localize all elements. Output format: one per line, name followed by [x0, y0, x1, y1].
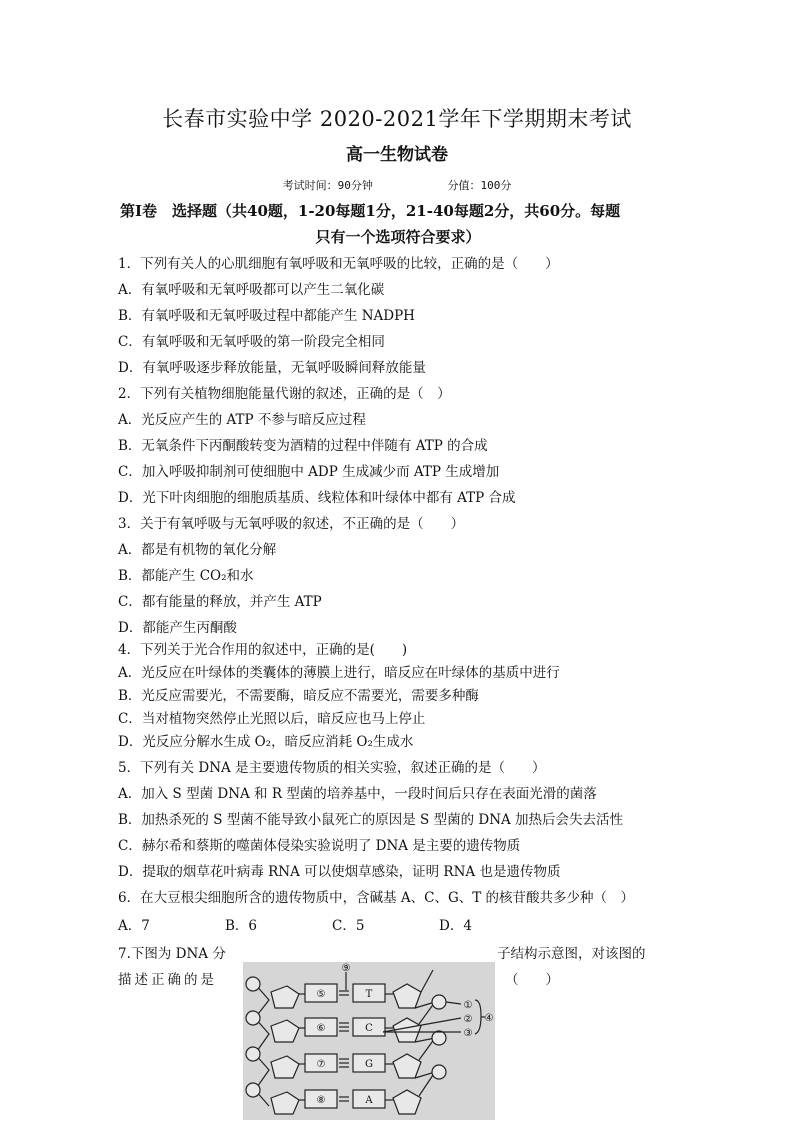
dna-structure-diagram [243, 962, 495, 1120]
question-line: D．光反应分解水生成 O₂，暗反应消耗 O₂生成水 [118, 734, 414, 750]
question-line: A．加入 S 型菌 DNA 和 R 型菌的培养基中，一段时间后只存在表面光滑的菌落 [118, 786, 597, 802]
q7-text-part4: （ ） [505, 972, 559, 988]
question-line: A．光反应在叶绿体的类囊体的薄膜上进行，暗反应在叶绿体的基质中进行 [118, 665, 560, 681]
dna-base-label: T [365, 989, 373, 1000]
question-line: D．提取的烟草花叶病毒 RNA 可以使烟草感染，证明 RNA 也是遗传物质 [118, 864, 561, 880]
section-heading [120, 198, 676, 250]
section-heading-line2: 只有一个选项符合要求） [315, 228, 481, 246]
exam-meta [0, 177, 794, 193]
question-line: C．都有能量的释放，并产生 ATP [118, 594, 322, 610]
question-line: B．有氧呼吸和无氧呼吸过程中都能产生 NADPH [118, 308, 415, 324]
q6-option: C．5 [332, 918, 365, 934]
dna-top-label: ⑨ [341, 963, 351, 974]
question-line: D．有氧呼吸逐步释放能量，无氧呼吸瞬间释放能量 [118, 360, 426, 376]
question-line: 1．下列有关人的心肌细胞有氧呼吸和无氧呼吸的比较，正确的是（ ） [118, 256, 559, 272]
dna-left-num: ⑤ [316, 989, 326, 1000]
question-line: A．有氧呼吸和无氧呼吸都可以产生二氧化碳 [118, 282, 385, 298]
q6-option: B．6 [225, 918, 258, 934]
question-line: 3．关于有氧呼吸与无氧呼吸的叙述，不正确的是（ ） [118, 516, 465, 532]
question-line: C．加入呼吸抑制剂可使细胞中 ADP 生成减少而 ATP 生成增加 [118, 464, 500, 480]
question-line: 4．下列关于光合作用的叙述中，正确的是( ) [118, 642, 408, 658]
exam-subtitle: 高一生物试卷 [346, 145, 448, 165]
question-line: C．有氧呼吸和无氧呼吸的第一阶段完全相同 [118, 334, 385, 350]
exam-time: 考试时间：90分钟 [282, 179, 373, 192]
q6-option: D．4 [439, 918, 472, 934]
q7-text-part2: 子结构示意图，对该图的 [497, 946, 646, 962]
q6-options [118, 914, 546, 934]
dna-left-num: ⑧ [316, 1095, 326, 1106]
question-line: D．光下叶肉细胞的细胞质基质、线粒体和叶绿体中都有 ATP 合成 [118, 490, 516, 506]
dna-right-label: ④ [484, 1013, 494, 1024]
question-line: B．光反应需要光，不需要酶，暗反应不需要光，需要多种酶 [118, 688, 479, 704]
question-line: 2．下列有关植物细胞能量代谢的叙述，正确的是（ ） [118, 386, 451, 402]
question-line: 6．在大豆根尖细胞所含的遗传物质中，含碱基 A、C、G、T 的核苷酸共多少种（ ） [118, 890, 635, 906]
question-line: D．都能产生丙酮酸 [118, 620, 237, 636]
dna-base-label: A [365, 1095, 373, 1106]
question-line: B．都能产生 CO₂和水 [118, 568, 254, 584]
question-line: C．赫尔希和蔡斯的噬菌体侵染实验说明了 DNA 是主要的遗传物质 [118, 838, 521, 854]
dna-right-label: ② [463, 1014, 473, 1025]
question-line: B．加热杀死的 S 型菌不能导致小鼠死亡的原因是 S 型菌的 DNA 加热后会失去活性 [118, 812, 624, 828]
question-line: A．都是有机物的氧化分解 [118, 542, 277, 558]
dna-base-label: C [365, 1023, 373, 1034]
question-line: B．无氧条件下丙酮酸转变为酒精的过程中伴随有 ATP 的合成 [118, 438, 488, 454]
question-line: 5．下列有关 DNA 是主要遗传物质的相关实验，叙述正确的是（ ） [118, 760, 546, 776]
question-line: C．当对植物突然停止光照以后，暗反应也马上停止 [118, 711, 426, 727]
dna-left-num: ⑥ [316, 1023, 326, 1034]
exam-score: 分值：100分 [447, 179, 512, 192]
exam-title: 长春市实验中学 2020-2021学年下学期期末考试 [162, 107, 632, 131]
dna-left-num: ⑦ [316, 1059, 326, 1070]
q7-text-part1: 7.下图为 DNA 分 [118, 946, 226, 962]
question-line: A．光反应产生的 ATP 不参与暗反应过程 [118, 412, 366, 428]
dna-base-label: G [365, 1059, 373, 1070]
dna-right-label: ③ [463, 1028, 473, 1039]
q7-text-part3: 描述正确的是 [118, 972, 217, 988]
dna-diagram-svg [243, 962, 495, 1120]
dna-right-label: ① [463, 1000, 473, 1011]
section-heading-line1: 第Ⅰ卷 选择题（共40题，1-20每题1分，21-40每题2分，共60分。每题 [120, 202, 621, 220]
q6-option: A．7 [118, 918, 150, 934]
